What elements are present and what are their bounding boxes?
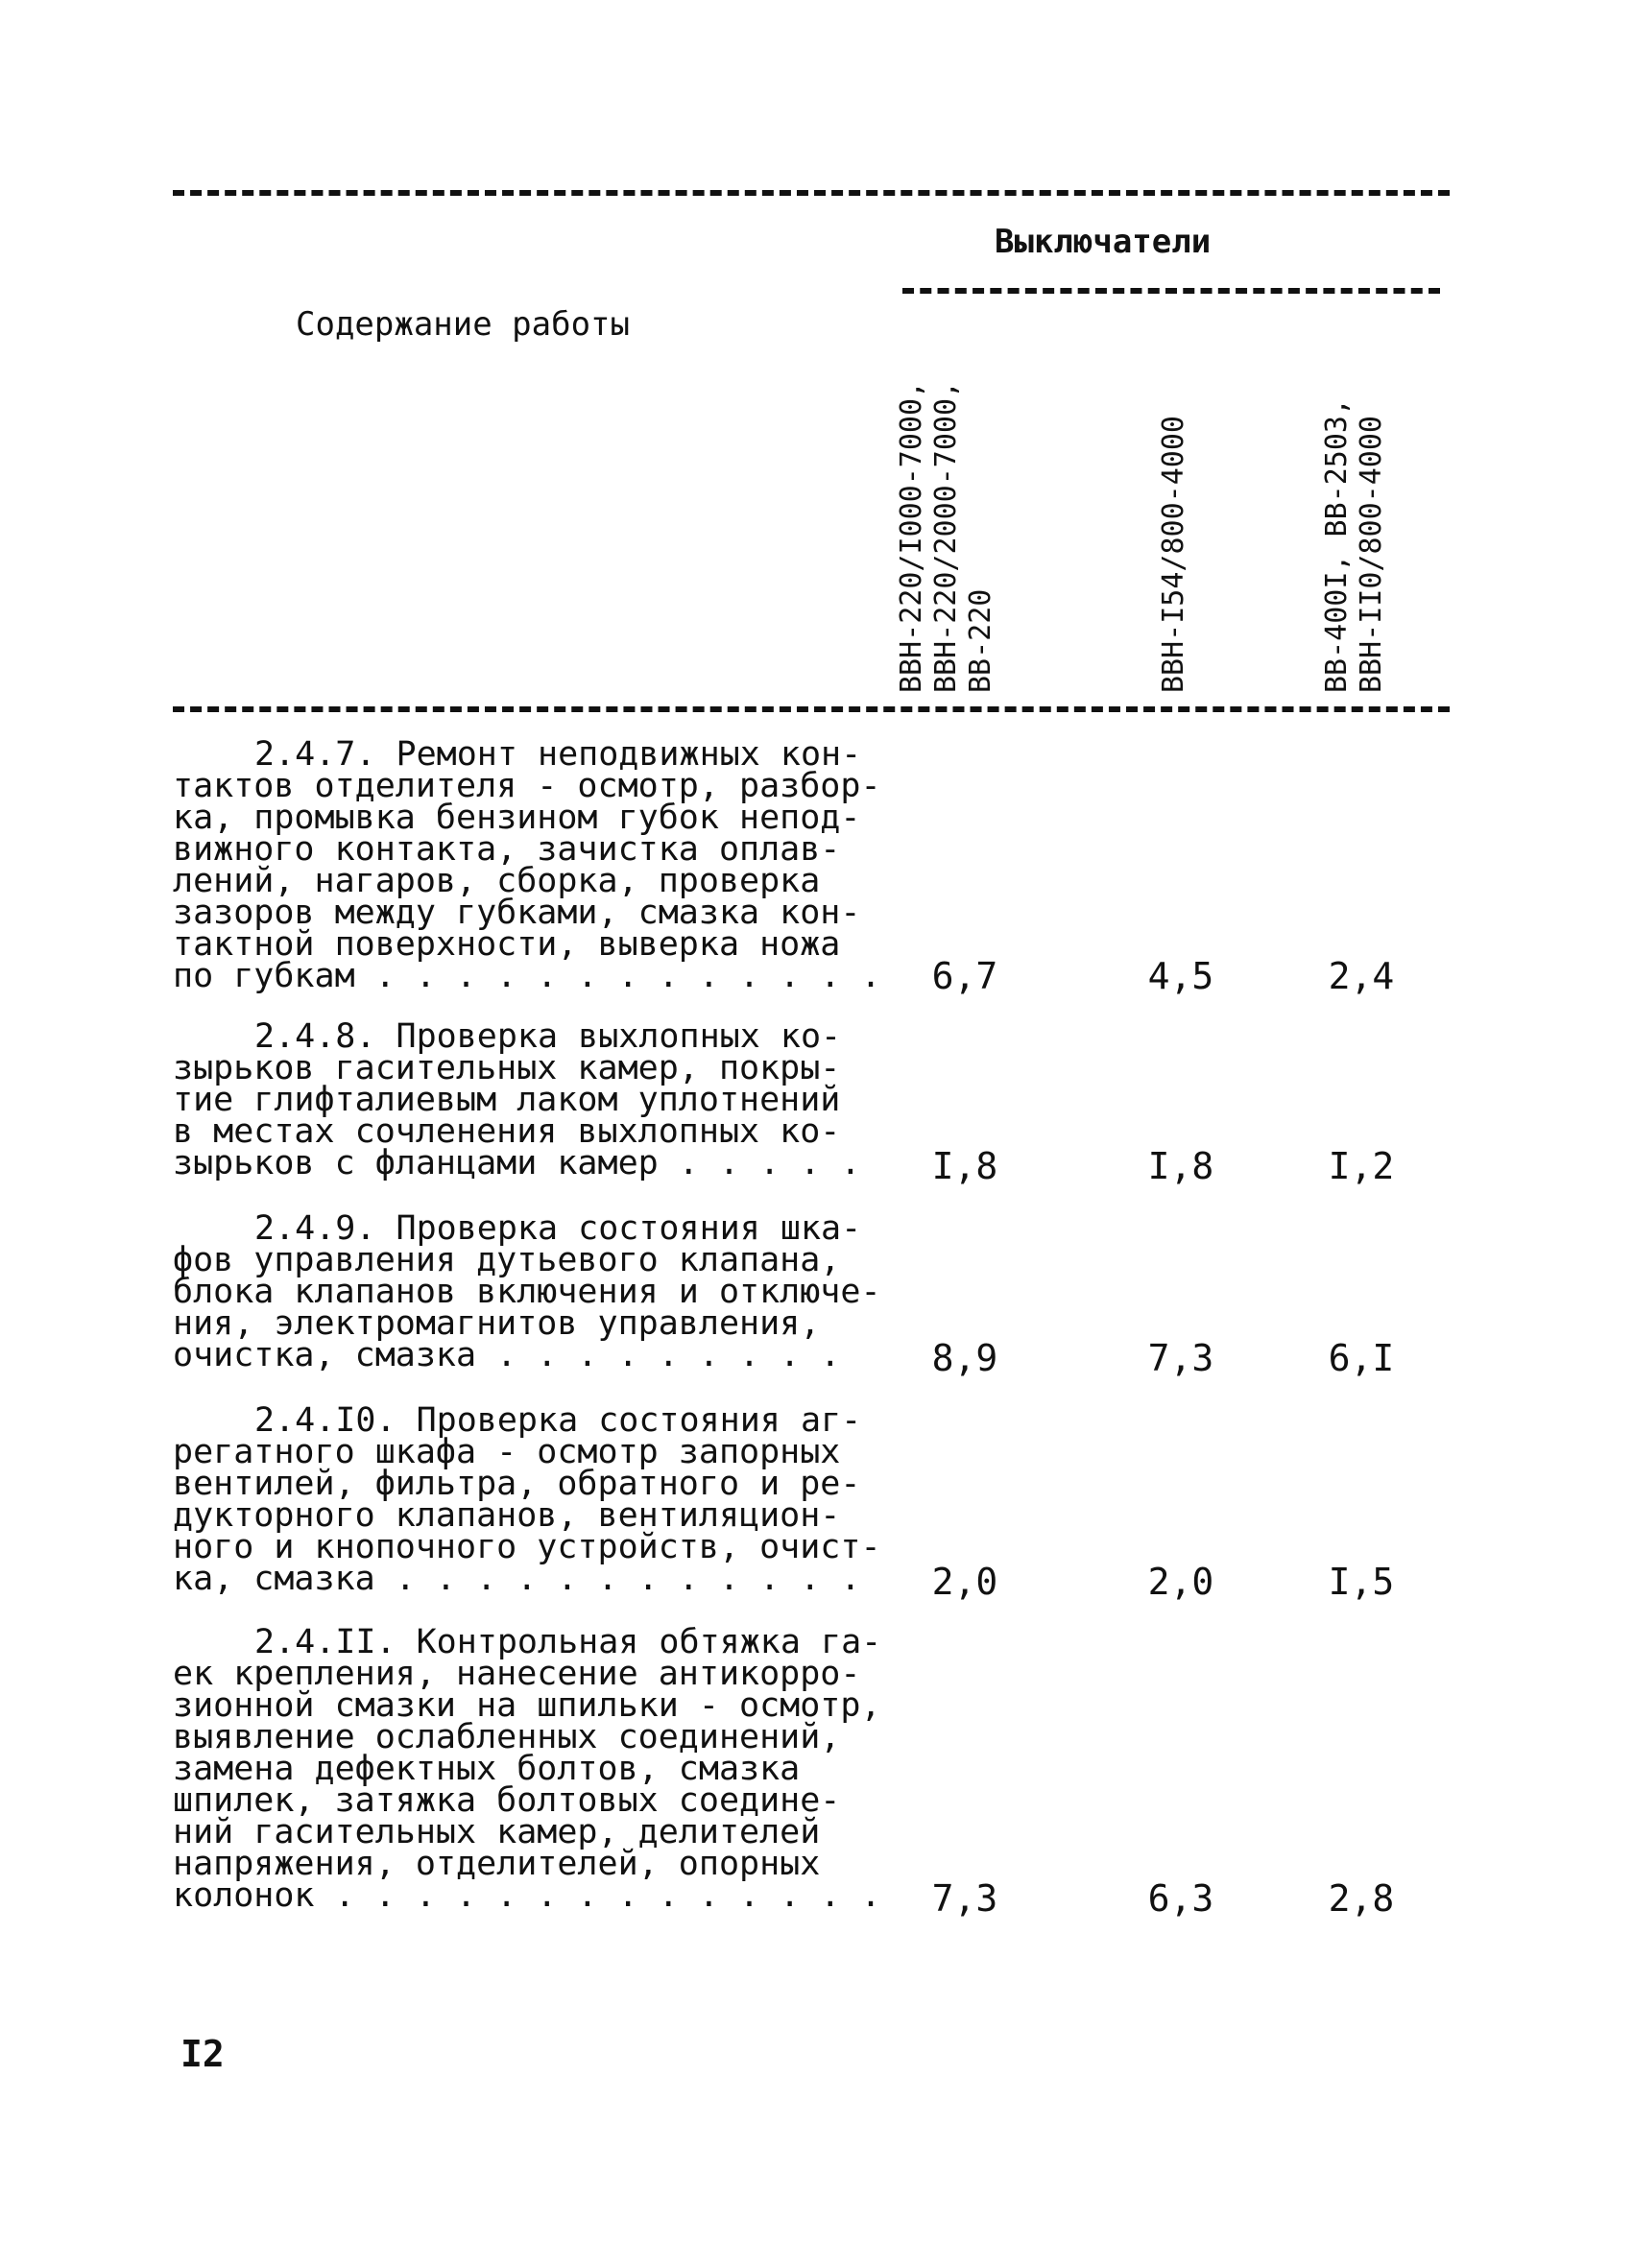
column-header-2-line-1: ВВН-I54/800-4000 [1157, 416, 1190, 693]
work-item-line: зионной смазки на шпильки - осмотр, [173, 1686, 881, 1725]
work-item-line: очистка, смазка . . . . . . . . . [173, 1336, 841, 1374]
column-header-3-line-2: ВВН-II0/800-4000 [1355, 416, 1388, 693]
column-header-2 [1157, 386, 1191, 693]
work-item-line: вижного контакта, зачистка оплав- [173, 830, 841, 869]
work-item-line: дукторного клапанов, вентиляцион- [173, 1496, 841, 1535]
column-header-3-line-1: ВВ-400I, ВВ-2503, [1320, 397, 1354, 693]
work-item-line: замена дефектных болтов, смазка [173, 1750, 801, 1788]
work-item-line: ка, смазка . . . . . . . . . . . . [173, 1560, 861, 1598]
work-item-line: зырьков с фланцами камер . . . . . [173, 1144, 861, 1182]
work-item-line: фов управления дутьевого клапана, [173, 1241, 841, 1279]
header-bottom-dashed-rule [173, 706, 1450, 712]
work-item-line: ния, электромагнитов управления, [173, 1304, 821, 1343]
work-item-2-4-11 [173, 1623, 882, 1915]
work-item-2-4-7 [173, 735, 881, 995]
work-item-line: зырьков гасительных камер, покры- [173, 1049, 841, 1087]
work-item-line: 2.4.9. Проверка состояния шка- [254, 1209, 862, 1248]
work-item-line: тие глифталиевым лаком уплотнений [173, 1081, 841, 1119]
value-2-4-8-col-1: I,8 [931, 1145, 998, 1187]
value-2-4-7-col-2: 4,5 [1147, 955, 1214, 997]
work-item-line: по губкам . . . . . . . . . . . . . [173, 957, 881, 995]
work-item-line: колонок . . . . . . . . . . . . . . [173, 1876, 881, 1915]
column-header-1-line-1: ВВН-220/I000-7000, [895, 380, 928, 693]
value-2-4-9-col-3: 6,I [1328, 1337, 1395, 1379]
work-item-line: 2.4.II. Контрольная обтяжка га- [254, 1623, 882, 1661]
column-header-1 [895, 380, 998, 693]
column-header-1-line-3: ВВ-220 [964, 588, 997, 693]
work-item-2-4-9 [173, 1209, 881, 1374]
work-item-line: ного и кнопочного устройств, очист- [173, 1528, 881, 1566]
value-2-4-10-col-2: 2,0 [1147, 1561, 1214, 1603]
top-dashed-rule [173, 190, 1450, 196]
value-2-4-8-col-2: I,8 [1147, 1145, 1214, 1187]
work-item-line: лений, нагаров, сборка, проверка [173, 862, 821, 900]
value-2-4-10-col-1: 2,0 [931, 1561, 998, 1603]
work-item-line: блока клапанов включения и отключе- [173, 1273, 881, 1311]
work-item-line: тактной поверхности, выверка ножа [173, 925, 841, 964]
work-item-line: 2.4.7. Ремонт неподвижных кон- [254, 735, 862, 774]
work-item-line: 2.4.I0. Проверка состояния аг- [254, 1401, 862, 1440]
value-2-4-9-col-1: 8,9 [931, 1337, 998, 1379]
work-item-line: ек крепления, нанесение антикорро- [173, 1655, 861, 1693]
work-item-2-4-8 [173, 1017, 864, 1182]
group-dashed-rule [902, 288, 1440, 294]
work-item-line: выявление ослабленных соединений, [173, 1718, 841, 1756]
value-2-4-9-col-2: 7,3 [1147, 1337, 1214, 1379]
breakers-group-header: Выключатели [995, 223, 1212, 261]
page-number: I2 [180, 2033, 225, 2075]
work-item-line: напряжения, отделителей, опорных [173, 1845, 821, 1883]
value-2-4-10-col-3: I,5 [1328, 1561, 1395, 1603]
value-2-4-8-col-3: I,2 [1328, 1145, 1395, 1187]
work-item-line: 2.4.8. Проверка выхлопных ко- [254, 1017, 842, 1056]
work-item-line: зазоров между губками, смазка кон- [173, 894, 861, 932]
value-2-4-11-col-1: 7,3 [931, 1877, 998, 1920]
value-2-4-7-col-3: 2,4 [1328, 955, 1395, 997]
column-header-1-line-2: ВВН-220/2000-7000, [929, 380, 963, 693]
work-item-line: ка, промывка бензином губок непод- [173, 799, 861, 837]
work-item-line: шпилек, затяжка болтовых соедине- [173, 1781, 841, 1820]
work-item-line: регатного шкафа - осмотр запорных [173, 1433, 841, 1471]
value-2-4-11-col-3: 2,8 [1328, 1877, 1395, 1920]
column-header-3 [1320, 386, 1389, 693]
work-item-line: тактов отделителя - осмотр, разбор- [173, 767, 881, 805]
value-2-4-7-col-1: 6,7 [931, 955, 998, 997]
work-item-2-4-10 [173, 1401, 881, 1598]
work-item-line: ний гасительных камер, делителей [173, 1813, 821, 1851]
value-2-4-11-col-2: 6,3 [1147, 1877, 1214, 1920]
work-item-line: в местах сочленения выхлопных ко- [173, 1112, 841, 1151]
content-column-header: Содержание работы [296, 305, 630, 344]
work-item-line: вентилей, фильтра, обратного и ре- [173, 1465, 861, 1503]
